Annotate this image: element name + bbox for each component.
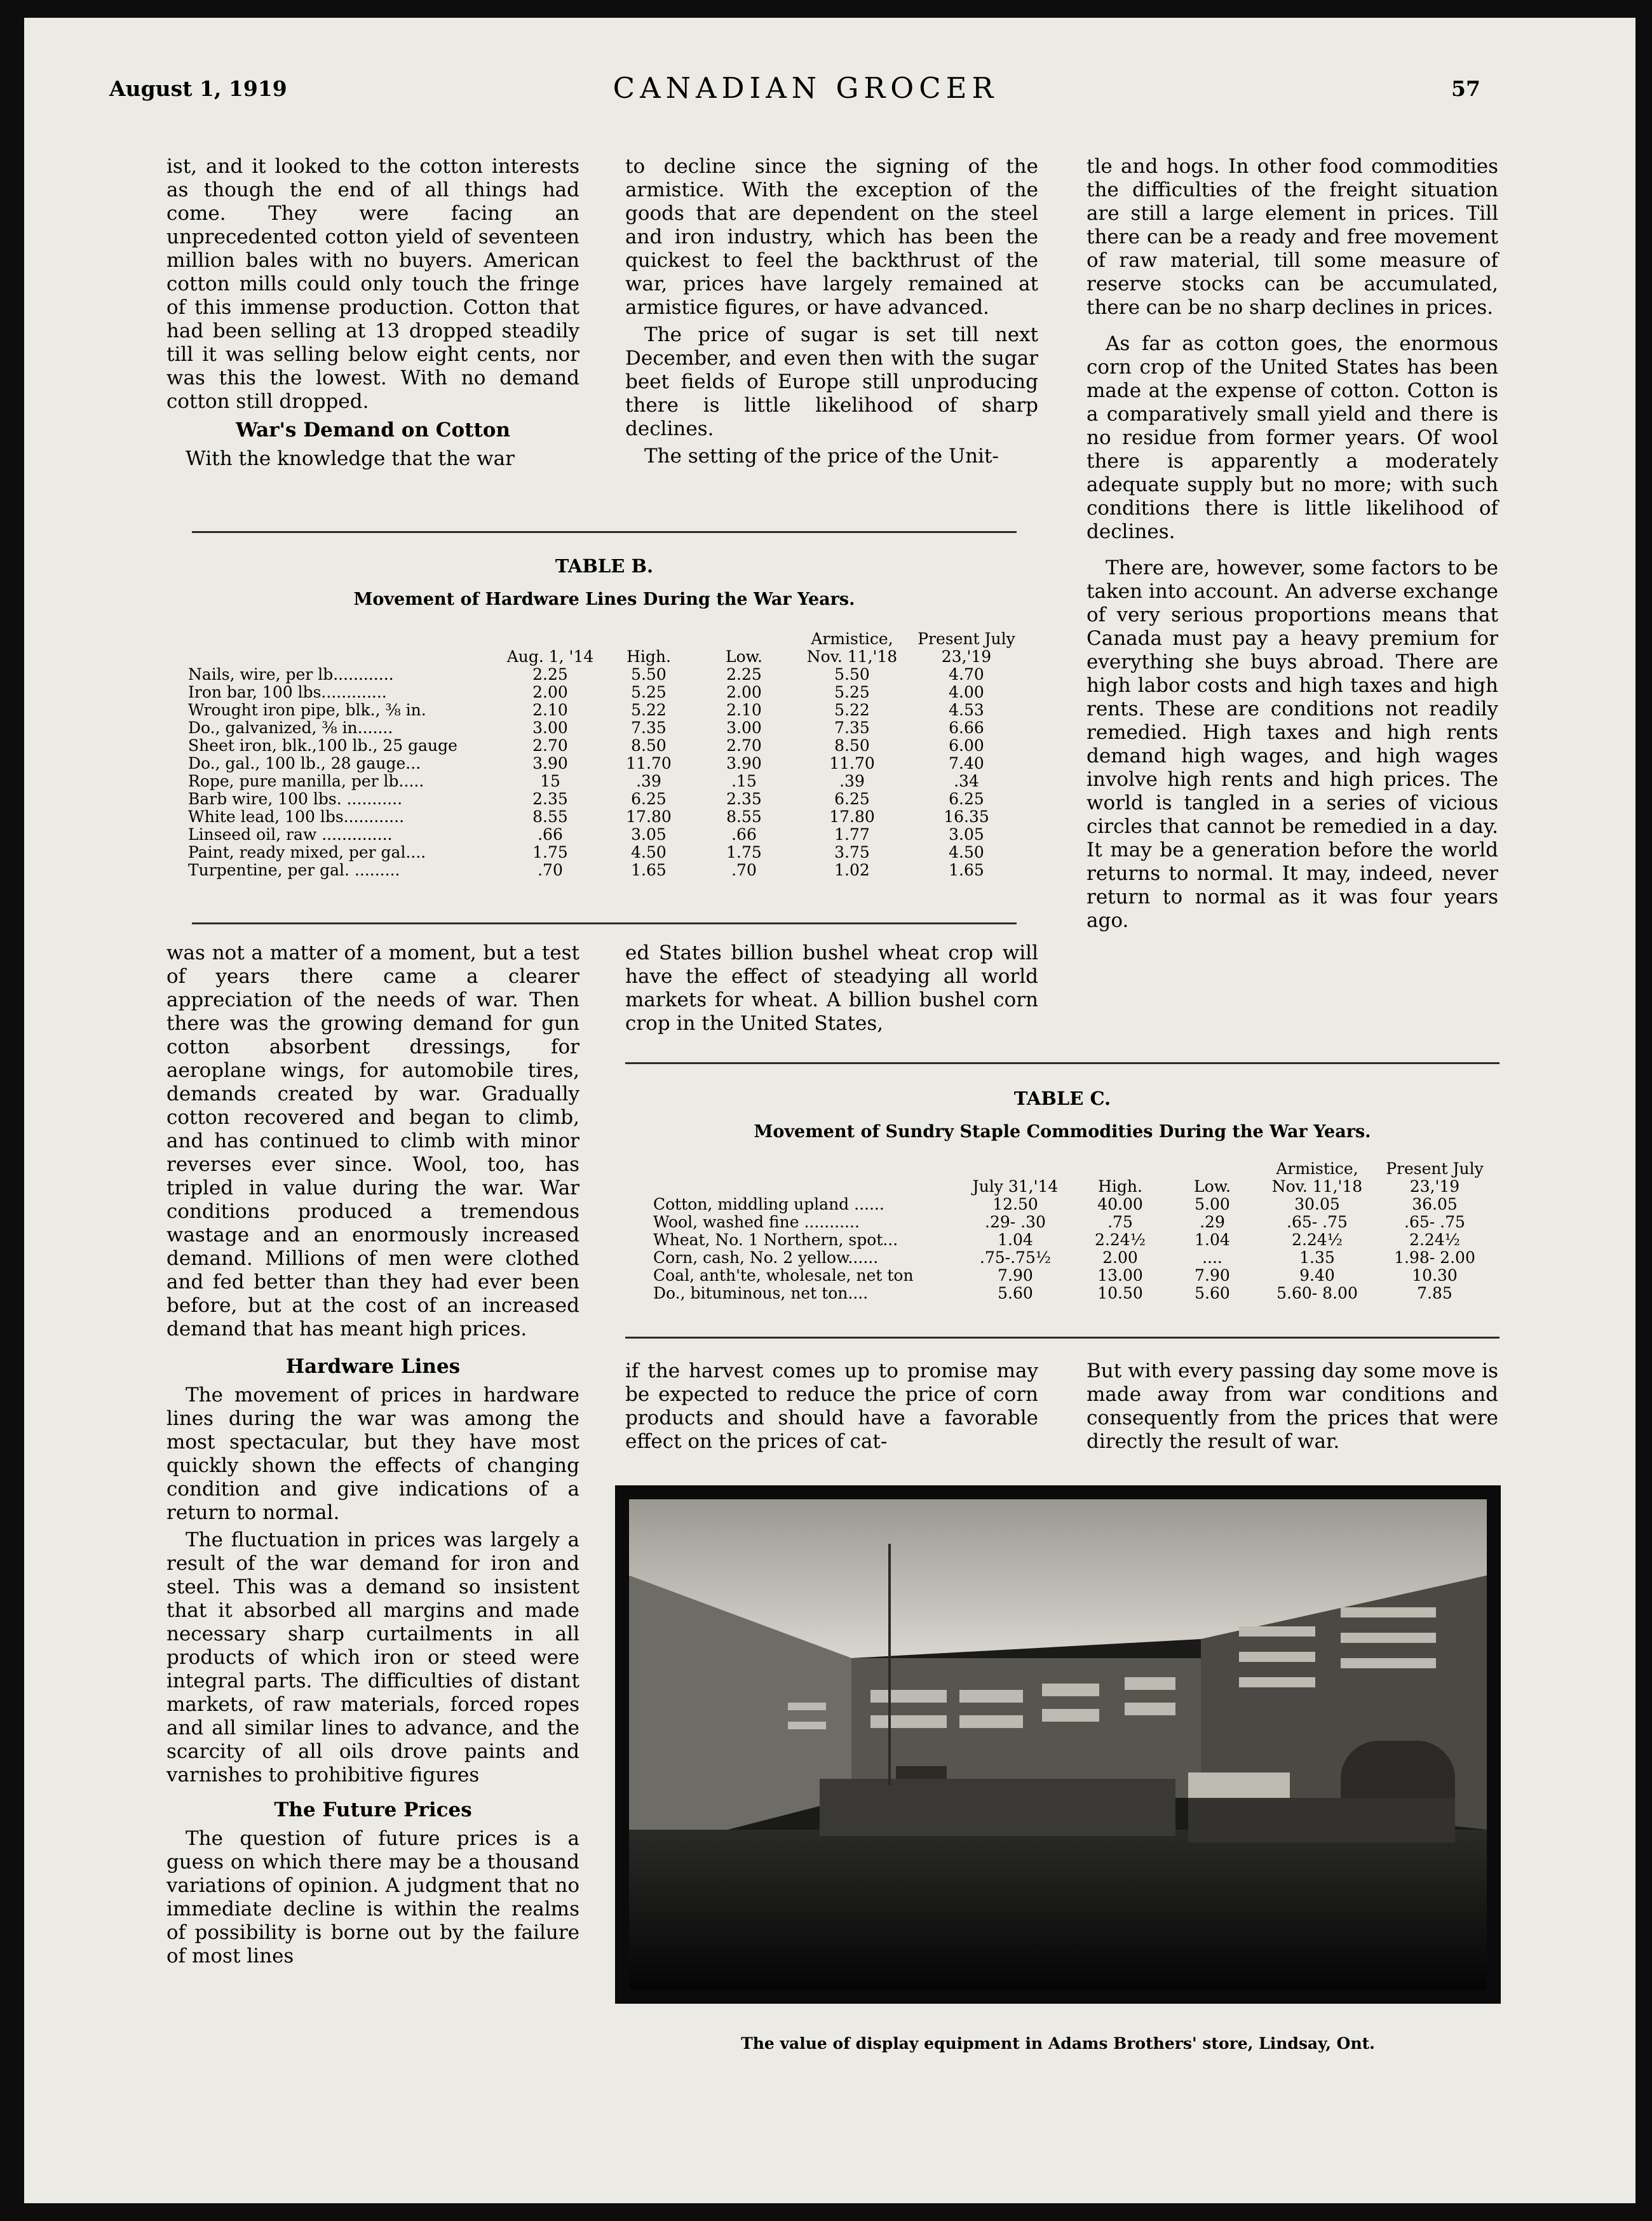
value-cell: 7.90 bbox=[998, 1266, 1033, 1285]
value-cell: 6.25 bbox=[949, 790, 984, 808]
table-row bbox=[188, 684, 1020, 701]
item-cell: Do., bituminous, net ton.... bbox=[653, 1284, 869, 1302]
table-row bbox=[653, 1285, 1492, 1302]
publication-title: CANADIAN GROCER bbox=[613, 71, 999, 105]
value-cell: .29- .30 bbox=[985, 1213, 1046, 1231]
value-cell: 15 bbox=[540, 772, 560, 790]
value-cell: 7.35 bbox=[834, 719, 870, 737]
table-b bbox=[188, 630, 1020, 879]
value-cell: 2.24½ bbox=[1409, 1231, 1460, 1249]
value-cell: 7.40 bbox=[949, 754, 984, 773]
value-cell: 5.00 bbox=[1195, 1195, 1230, 1213]
value-cell: 2.00 bbox=[532, 683, 568, 701]
table-row bbox=[188, 719, 1020, 737]
value-cell: 40.00 bbox=[1097, 1195, 1143, 1213]
value-cell: .29 bbox=[1200, 1213, 1225, 1231]
column-header: Armistice, Nov. 11,'18 bbox=[1271, 1159, 1363, 1196]
photo-caption: The value of display equipment in Adams Brothers' store, Lindsay, Ont. bbox=[741, 2034, 1375, 2053]
item-cell: Corn, cash, No. 2 yellow...... bbox=[653, 1248, 879, 1267]
paragraph: was not a matter of a moment, but a test of years there came a clearer appreciation of the needs of war. Then there was the growing demand for gun cotton absorbent dressings, for aeroplane wings, for automobile tires, demands created by war. Gradually cotton recovered and began to climb, and has continued to climb with minor reverses ever since. Wool, too, has tripled in value during the war. War conditions produced a tremendous wastage and an enormously increased demand. Millions of men were clothed and fed better than they had ever been before, but at the cost of an increased demand that has meant high prices. bbox=[166, 942, 579, 1340]
value-cell: 2.25 bbox=[532, 665, 568, 684]
value-cell: 5.50 bbox=[631, 665, 667, 684]
value-cell: 10.30 bbox=[1412, 1266, 1458, 1285]
item-cell: Wool, washed fine ........... bbox=[653, 1213, 860, 1231]
paragraph: With the knowledge that the war bbox=[186, 447, 515, 470]
value-cell: 7.90 bbox=[1195, 1266, 1230, 1285]
value-cell: 3.90 bbox=[726, 754, 762, 773]
column-header: Low. bbox=[725, 647, 763, 666]
section-heading: The Future Prices bbox=[274, 1799, 472, 1821]
value-cell: 4.70 bbox=[949, 665, 984, 684]
paragraph: As far as cotton goes, the enormous corn crop of the United States has been made at the expense of cotton. Cotton is a comparatively small yield and there is no residue from former years. Of wool there is apparently a moderately adequate supply but no more; with such conditions there is little likelihood of declines. bbox=[1087, 332, 1498, 543]
store-interior-image bbox=[629, 1499, 1487, 1990]
table-row bbox=[188, 790, 1020, 808]
paragraph: The movement of prices in hardware lines during the war was among the most spectacular, but they have most quickly shown the effects of changing condition and give indications of a return to normal. bbox=[166, 1384, 579, 1524]
value-cell: 4.50 bbox=[631, 843, 667, 861]
item-cell: Do., gal., 100 lb., 28 gauge... bbox=[188, 754, 421, 773]
table-row bbox=[188, 755, 1020, 773]
value-cell: 2.70 bbox=[532, 736, 568, 755]
column-header: Armistice, Nov. 11,'18 bbox=[806, 630, 898, 666]
value-cell: 6.25 bbox=[631, 790, 667, 808]
paragraph: if the harvest comes up to promise may be expected to reduce the price of corn products and should have a favorable effect on the prices of cat- bbox=[625, 1360, 1038, 1453]
item-cell: White lead, 100 lbs............ bbox=[188, 807, 405, 826]
table-header-row bbox=[653, 1160, 1492, 1196]
value-cell: 6.66 bbox=[949, 719, 984, 737]
paragraph: ed States billion bushel wheat crop will have the effect of steadying all world markets for wheat. A billion bushel corn crop in the United States, bbox=[625, 942, 1038, 1035]
value-cell: 9.40 bbox=[1299, 1266, 1335, 1285]
column-header bbox=[188, 630, 499, 666]
column-1-bottom bbox=[166, 942, 579, 1972]
value-cell: 11.70 bbox=[829, 754, 875, 773]
value-cell: 6.00 bbox=[949, 736, 984, 755]
value-cell: 2.10 bbox=[532, 701, 568, 719]
item-cell: Wheat, No. 1 Northern, spot... bbox=[653, 1231, 898, 1249]
table-b-title: TABLE B. bbox=[555, 555, 654, 577]
paragraph: to decline since the signing of the armistice. With the exception of the goods that are dependent on the steel and iron industry, which has been the quickest to feel the backthrust of the war, prices have largely remained at armistice figures, or have advanced. bbox=[625, 155, 1038, 319]
value-cell: 30.05 bbox=[1294, 1195, 1340, 1213]
section-heading: War's Demand on Cotton bbox=[236, 419, 510, 442]
column-header: High. bbox=[626, 647, 671, 666]
value-cell: 1.04 bbox=[998, 1231, 1033, 1249]
value-cell: 8.50 bbox=[834, 736, 870, 755]
value-cell: 1.75 bbox=[532, 843, 568, 861]
value-cell: 5.60- 8.00 bbox=[1276, 1284, 1358, 1302]
paragraph: ist, and it looked to the cotton interests as though the end of all things had come. They were facing an unprecedented cotton yield of seventeen million bales with no buyers. American cotton mills could only touch the fringe of this immense production. Cotton that had been selling at 13 dropped steadily till it was selling below eight cents, nor was this the lowest. With no demand cotton still dropped. bbox=[166, 155, 579, 413]
value-cell: 8.50 bbox=[631, 736, 667, 755]
value-cell: 5.60 bbox=[1195, 1284, 1230, 1302]
value-cell: 2.00 bbox=[726, 683, 762, 701]
value-cell: 3.00 bbox=[726, 719, 762, 737]
column-header: July 31,'14 bbox=[972, 1177, 1059, 1196]
column-2-bottom bbox=[625, 1360, 1038, 1457]
column-2-middle bbox=[625, 942, 1038, 1039]
table-b-subtitle: Movement of Hardware Lines During the War Years. bbox=[353, 590, 855, 609]
item-cell: Iron bar, 100 lbs............. bbox=[188, 683, 387, 701]
value-cell: .39 bbox=[839, 772, 865, 790]
table-row bbox=[188, 826, 1020, 844]
value-cell: 1.98- 2.00 bbox=[1394, 1248, 1475, 1267]
value-cell: 1.04 bbox=[1195, 1231, 1230, 1249]
value-cell: .70 bbox=[538, 861, 563, 879]
column-header: High. bbox=[1098, 1177, 1142, 1196]
divider bbox=[192, 531, 1017, 533]
paragraph: But with every passing day some move is made away from war conditions and consequently from the prices that were directly the result of war. bbox=[1087, 1360, 1498, 1453]
value-cell: 16.35 bbox=[944, 807, 989, 826]
paragraph: The setting of the price of the Unit- bbox=[644, 445, 999, 468]
value-cell: 7.35 bbox=[631, 719, 667, 737]
value-cell: 3.75 bbox=[834, 843, 870, 861]
value-cell: 8.55 bbox=[726, 807, 762, 826]
table-c-subtitle: Movement of Sundry Staple Commodities During the War Years. bbox=[754, 1122, 1371, 1142]
value-cell: .66 bbox=[538, 825, 563, 844]
paragraph: The price of sugar is set till next December, and even then with the sugar beet fields of Europe still unproducing there is little likelihood of sharp declines. bbox=[625, 323, 1038, 440]
table-row bbox=[653, 1196, 1492, 1213]
value-cell: 5.50 bbox=[834, 665, 870, 684]
column-header: Aug. 1, '14 bbox=[506, 647, 594, 666]
table-c bbox=[653, 1160, 1492, 1302]
value-cell: .66 bbox=[731, 825, 757, 844]
value-cell: 1.65 bbox=[949, 861, 984, 879]
value-cell: 1.75 bbox=[726, 843, 762, 861]
value-cell: .... bbox=[1202, 1248, 1222, 1267]
value-cell: 2.70 bbox=[726, 736, 762, 755]
column-header: Present July 23,'19 bbox=[917, 630, 1015, 666]
store-photograph bbox=[615, 1485, 1501, 2004]
item-cell: Nails, wire, per lb............ bbox=[188, 665, 394, 684]
item-cell: Linseed oil, raw .............. bbox=[188, 825, 393, 844]
paragraph: There are, however, some factors to be taken into account. An adverse exchange of very serious proportions means that Canada must pay a heavy premium for everything she buys abroad. There are high labor costs and high taxes and high rents. These are conditions not readily remedied. High taxes and high rents demand high wages, and high wages involve high rents and high prices. The world is tangled in a series of vicious circles that cannot be remedied in a day. It may be a generation before the world returns to normal. It may, indeed, never return to normal as it was four years ago. bbox=[1087, 557, 1498, 932]
value-cell: 2.10 bbox=[726, 701, 762, 719]
value-cell: .65- .75 bbox=[1287, 1213, 1348, 1231]
value-cell: 2.35 bbox=[726, 790, 762, 808]
value-cell: .39 bbox=[636, 772, 661, 790]
table-row bbox=[188, 861, 1020, 879]
column-header: Present July 23,'19 bbox=[1386, 1159, 1484, 1196]
value-cell: 17.80 bbox=[626, 807, 672, 826]
value-cell: 5.25 bbox=[834, 683, 870, 701]
value-cell: 1.02 bbox=[834, 861, 870, 879]
value-cell: 12.50 bbox=[992, 1195, 1038, 1213]
value-cell: 5.60 bbox=[998, 1284, 1033, 1302]
value-cell: 3.90 bbox=[532, 754, 568, 773]
value-cell: 3.05 bbox=[949, 825, 984, 844]
issue-date: August 1, 1919 bbox=[109, 76, 287, 101]
divider bbox=[192, 922, 1017, 924]
table-row bbox=[188, 701, 1020, 719]
value-cell: 4.50 bbox=[949, 843, 984, 861]
item-cell: Rope, pure manilla, per lb..... bbox=[188, 772, 424, 790]
item-cell: Do., galvanized, ⅜ in....... bbox=[188, 719, 393, 737]
column-3-bottom bbox=[1087, 1360, 1498, 1457]
value-cell: 3.00 bbox=[532, 719, 568, 737]
table-row bbox=[188, 808, 1020, 826]
value-cell: 5.25 bbox=[631, 683, 667, 701]
divider bbox=[625, 1062, 1500, 1064]
value-cell: 17.80 bbox=[829, 807, 875, 826]
table-row bbox=[653, 1267, 1492, 1285]
column-header: Low. bbox=[1193, 1177, 1231, 1196]
table-row bbox=[653, 1213, 1492, 1231]
table-row bbox=[653, 1249, 1492, 1267]
value-cell: 1.77 bbox=[834, 825, 870, 844]
value-cell: 11.70 bbox=[626, 754, 672, 773]
table-header-row bbox=[188, 630, 1020, 666]
table-row bbox=[188, 844, 1020, 861]
column-header bbox=[653, 1160, 958, 1196]
column-2-top bbox=[625, 155, 1038, 472]
item-cell: Cotton, middling upland ...... bbox=[653, 1195, 884, 1213]
item-cell: Turpentine, per gal. ......... bbox=[188, 861, 400, 879]
value-cell: 5.22 bbox=[834, 701, 870, 719]
value-cell: .15 bbox=[731, 772, 757, 790]
item-cell: Barb wire, 100 lbs. ........... bbox=[188, 790, 403, 808]
column-1-top bbox=[166, 155, 579, 475]
value-cell: 13.00 bbox=[1097, 1266, 1143, 1285]
value-cell: 2.24½ bbox=[1292, 1231, 1343, 1249]
value-cell: 10.50 bbox=[1097, 1284, 1143, 1302]
section-heading: Hardware Lines bbox=[285, 1355, 461, 1378]
value-cell: 1.35 bbox=[1299, 1248, 1335, 1267]
table-row bbox=[188, 666, 1020, 684]
table-row bbox=[188, 737, 1020, 755]
value-cell: 8.55 bbox=[532, 807, 568, 826]
value-cell: 36.05 bbox=[1412, 1195, 1458, 1213]
value-cell: 2.35 bbox=[532, 790, 568, 808]
item-cell: Sheet iron, blk.,100 lb., 25 gauge bbox=[188, 736, 457, 755]
table-c-title: TABLE C. bbox=[1013, 1088, 1111, 1109]
value-cell: 2.25 bbox=[726, 665, 762, 684]
value-cell: 3.05 bbox=[631, 825, 667, 844]
item-cell: Coal, anth'te, wholesale, net ton bbox=[653, 1266, 914, 1285]
value-cell: .75 bbox=[1107, 1213, 1133, 1231]
value-cell: 2.24½ bbox=[1095, 1231, 1146, 1249]
value-cell: 7.85 bbox=[1417, 1284, 1452, 1302]
value-cell: .34 bbox=[954, 772, 979, 790]
table-row bbox=[188, 773, 1020, 790]
value-cell: 5.22 bbox=[631, 701, 667, 719]
value-cell: 4.00 bbox=[949, 683, 984, 701]
value-cell: 2.00 bbox=[1102, 1248, 1138, 1267]
page-number: 57 bbox=[1451, 76, 1480, 101]
paragraph: The question of future prices is a guess on which there may be a thousand variations of opinion. A judgment that no immediate decline is within the realms of possibility is borne out by the failure of most lines bbox=[166, 1827, 579, 1968]
paragraph: The fluctuation in prices was largely a result of the war demand for iron and steel. This was a demand so insistent that it absorbed all margins and made necessary sharp curtailments in all products of which iron or steed were integral parts. The difficulties of distant markets, of raw materials, forced ropes and all similar lines to advance, and the scarcity of all oils drove paints and varnishes to prohibitive figures bbox=[166, 1529, 579, 1786]
value-cell: .70 bbox=[731, 861, 757, 879]
value-cell: 4.53 bbox=[949, 701, 984, 719]
value-cell: .75-.75½ bbox=[979, 1248, 1052, 1267]
value-cell: 1.65 bbox=[631, 861, 667, 879]
divider bbox=[625, 1337, 1500, 1339]
paragraph: tle and hogs. In other food commodities the difficulties of the freight situation are still a large element in prices. Till there can be a ready and free movement of raw material, till some measure of reserve stocks can be accumulated, there can be no sharp declines in prices. bbox=[1087, 155, 1498, 319]
table-row bbox=[653, 1231, 1492, 1249]
value-cell: .65- .75 bbox=[1404, 1213, 1465, 1231]
value-cell: 6.25 bbox=[834, 790, 870, 808]
column-3-top bbox=[1087, 155, 1498, 936]
item-cell: Wrought iron pipe, blk., ⅜ in. bbox=[188, 701, 426, 719]
item-cell: Paint, ready mixed, per gal.... bbox=[188, 843, 426, 861]
